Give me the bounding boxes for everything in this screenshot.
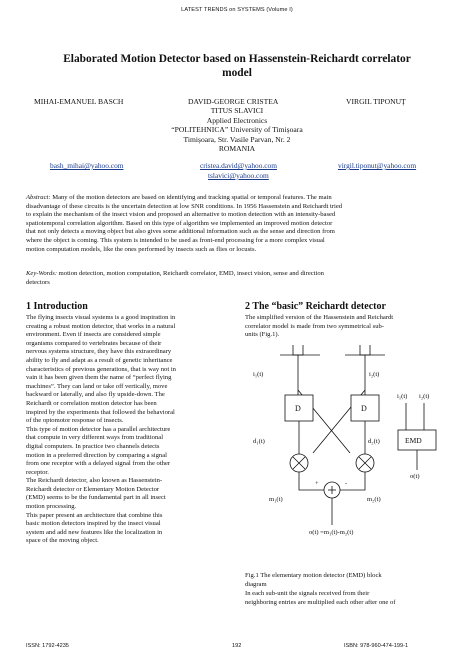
email-link-2[interactable]: cristea.david@yahoo.com bbox=[200, 161, 277, 170]
abstract-line: Many of the motion detectors are based on identifying and tracking spatial or temporal features. The main bbox=[52, 194, 332, 201]
email-link-4[interactable]: tslavici@yahoo.com bbox=[208, 171, 269, 180]
intro-line: This type of motion detector has a parallel architecture bbox=[26, 425, 171, 433]
paper-title-line-1: Elaborated Motion Detector based on Hassenstein-Reichardt correlator bbox=[63, 53, 411, 65]
multiplier-1-icon bbox=[290, 454, 308, 472]
intro-line: digital computers. In practice two channels detects bbox=[26, 442, 160, 450]
paper-title-line-2: model bbox=[222, 67, 252, 79]
keywords-line: detectors bbox=[26, 278, 50, 286]
author-2: DAVID-GEORGE CRISTEA bbox=[188, 97, 279, 106]
label-m1: m₁(t) bbox=[269, 496, 283, 503]
emd-label-i2: i₂(t) bbox=[419, 393, 430, 400]
figure-caption bbox=[245, 572, 449, 589]
intro-line: environment. Even if insects are considered simple bbox=[26, 331, 161, 339]
intro-line: organisms compared to vertebrates because of their bbox=[26, 339, 162, 347]
affiliation-block bbox=[0, 106, 474, 154]
intro-line: Reichardt or correlation motion detector has been bbox=[26, 399, 157, 407]
author-1: MIHAI-EMANUEL BASCH bbox=[34, 97, 124, 106]
intro-line: that compute in very different ways from traditional bbox=[26, 434, 164, 442]
label-i1: i₁(t) bbox=[253, 371, 264, 378]
footer-isbn: ISBN: 978-960-474-199-1 bbox=[344, 643, 409, 649]
intro-line: The Reichardt detector, also known as Hassenstein- bbox=[26, 477, 163, 485]
keywords-line: motion detection, motion computation, Reichardt correlator, EMD, insect vision, sense and direction bbox=[58, 270, 324, 277]
abstract-label: Abstract: bbox=[26, 194, 51, 201]
emd-block-diagram bbox=[245, 345, 455, 563]
affiliation-country: ROMANIA bbox=[218, 144, 256, 154]
emd-label-o: o(t) bbox=[410, 473, 420, 480]
label-i2: i₂(t) bbox=[369, 371, 380, 378]
keywords bbox=[26, 270, 448, 287]
email-link-1[interactable]: bash_mihai@yahoo.com bbox=[50, 161, 124, 170]
abstract bbox=[26, 194, 448, 254]
intro-line: machines”. They can land or take off vertically, move bbox=[26, 382, 168, 390]
intro-line: This paper present an architecture that combine this bbox=[26, 511, 163, 519]
label-output: o(t) =m₁(t)-m₂(t) bbox=[309, 529, 354, 536]
receptor-1-icon bbox=[293, 345, 303, 355]
intro-line: space of the moving object. bbox=[26, 537, 99, 545]
intro-line: system and add new features like the localization in bbox=[26, 528, 163, 536]
intro-line: basic motion detectors inspired by the insect visual bbox=[26, 520, 161, 528]
affiliation-university: “POLITEHNICA” University of Timișoara bbox=[171, 125, 303, 135]
author-3: VIRGIL TIPONUȚ bbox=[346, 97, 406, 106]
post-figure-body bbox=[245, 590, 449, 607]
after-fig-line: In each sub-unit the signals received from their bbox=[245, 590, 370, 597]
intro-line: receptor. bbox=[26, 468, 49, 476]
intro-line: backward or laterally, and also fly upside-down. The bbox=[26, 391, 165, 399]
section-heading-introduction: 1 Introduction bbox=[26, 301, 88, 312]
delay-label-1: D bbox=[295, 404, 301, 413]
intro-line: ability to fly and adapt as a result of genetic inheritance bbox=[26, 356, 173, 364]
intro-line: from one receptor with a delayed signal from the other bbox=[26, 460, 171, 468]
abstract-line: motion computation models, like the ones performed by insects such as flies or locusts. bbox=[26, 245, 257, 253]
intro-line: (EMD) seems to be the fundamental part in all insect bbox=[26, 494, 166, 502]
intro-line: motion in a preferred direction by comparing a signal bbox=[26, 451, 167, 459]
label-d2: d₂(t) bbox=[368, 438, 380, 445]
abstract-line: disadvantage of these circuits is the uncertain detection at low SNR conditions. In 1956 Hassenstein and Reichardt tried bbox=[26, 202, 343, 210]
affiliation-address: Timișoara, Str. Vasile Parvan, Nr. 2 bbox=[183, 134, 291, 144]
affiliation-dept: Applied Electronics bbox=[206, 115, 268, 125]
basic-line: The simplified version of the Hassenstein and Reichardt bbox=[245, 314, 394, 321]
footer-issn: ISSN: 1792-4235 bbox=[26, 643, 69, 649]
label-d1: d₁(t) bbox=[253, 438, 265, 445]
emd-label: EMD bbox=[405, 436, 422, 445]
caption-line: Fig.1 The elementary motion detector (EMD) block bbox=[245, 572, 382, 579]
summing-junction-icon bbox=[324, 482, 340, 498]
introduction-body bbox=[26, 314, 230, 546]
receptor-2-icon bbox=[360, 345, 370, 355]
basic-line: correlator model is made from two symmetrical sub- bbox=[245, 322, 384, 330]
basic-line: units (Fig.1). bbox=[245, 331, 280, 339]
intro-line: of the optomotor response of insects. bbox=[26, 417, 124, 425]
intro-line: The flying insects visual systems is a good inspiration in bbox=[26, 314, 176, 321]
abstract-line: that not only detects a moving object but also gives some additional information such as the sense and direction from bbox=[26, 228, 335, 236]
section-heading-basic-reichardt: 2 The “basic” Reichardt detector bbox=[245, 301, 386, 312]
after-fig-line: neighboring entries are multiplied each other after one of bbox=[245, 598, 396, 606]
author-4: TITUS SLAVICI bbox=[210, 106, 264, 115]
label-m2: m₂(t) bbox=[367, 496, 381, 503]
label-plus: + bbox=[315, 480, 319, 487]
basic-detector-body bbox=[245, 314, 449, 340]
intro-line: nervous systems structure, they have this extraordinary bbox=[26, 348, 172, 356]
abstract-line: to explain the mechanism of the insect vision and proposed an alternative to motion detection with an intensity-based bbox=[26, 211, 336, 219]
label-minus: - bbox=[345, 480, 348, 487]
intro-line: creating a robust motion detector, that works in a natural bbox=[26, 322, 176, 330]
delay-label-2: D bbox=[361, 404, 367, 413]
caption-line: diagram bbox=[245, 580, 267, 588]
keywords-label: Key-Words: bbox=[26, 270, 58, 277]
intro-line: vain it has been given them the name of “perfect flying bbox=[26, 374, 172, 382]
footer-page-number: 192 bbox=[232, 643, 242, 649]
intro-line: motion processing. bbox=[26, 503, 77, 511]
intro-line: characteristics of previous generations, that is way not in bbox=[26, 365, 176, 373]
multiplier-2-icon bbox=[356, 454, 374, 472]
email-link-3[interactable]: virgil.tiponut@yahoo.com bbox=[338, 161, 417, 170]
intro-line: inspired by the experiments that followed the behavioral bbox=[26, 408, 175, 416]
running-header: LATEST TRENDS on SYSTEMS (Volume I) bbox=[181, 7, 293, 13]
paper-title bbox=[30, 52, 444, 80]
intro-line: Reichardt detector or Elementary Motion Detector bbox=[26, 485, 160, 493]
abstract-line: where the object is coming. This system is intended to be used as front-end processing for a more complex visual bbox=[26, 236, 325, 244]
product-2-line bbox=[340, 472, 365, 490]
emd-label-i1: i₁(t) bbox=[397, 393, 408, 400]
abstract-line: spatiotemporal correlation algorithm. Based on this type of algorithm we implemented an improved motion detector bbox=[26, 219, 333, 227]
product-1-line bbox=[299, 472, 324, 490]
